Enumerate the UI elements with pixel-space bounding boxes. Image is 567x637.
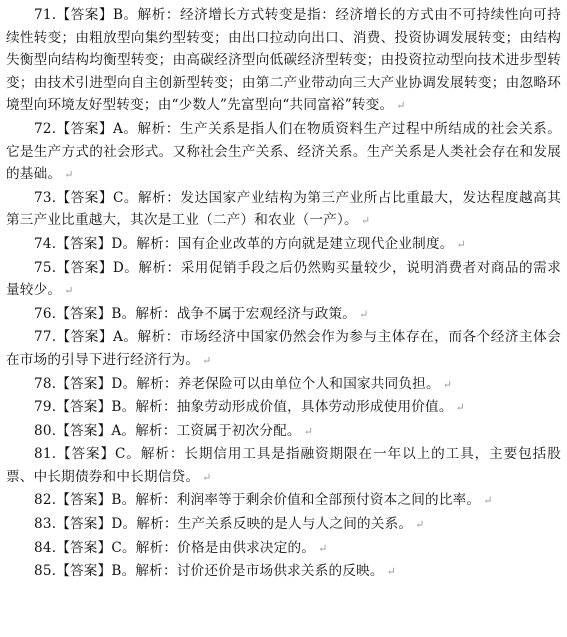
paragraph-mark-icon: ↵ <box>360 214 371 228</box>
paragraph-mark-icon: ↵ <box>318 541 328 555</box>
answer-71: 71.【答案】B。解析：经济增长方式转变是指：经济增长的方式由不可持续性向可持续性转变；由粗放型向集约型转变；由出口拉动向出口、消费、投资协调发展转变；由结构失衡型向结构均衡型转变；由高碳经济型向低碳经济型转变；由投资拉动型向技术进步型转变；由技术引进型向自主创新型转变；由第二产业带动向三大产业协调发展转变；由忽略环境型向环境友好型转变；由“少数人”先富型向“共同富裕”转变。 ↵ <box>6 7 561 114</box>
paragraph-mark-icon: ↵ <box>455 401 466 415</box>
answer-85: 85.【答案】B。解析：讨价还价是市场供求关系的反映。 ↵ <box>34 563 397 580</box>
paragraph-mark-icon: ↵ <box>483 494 493 508</box>
answer-72: 72.【答案】A。解析：生产关系是指人们在物质资料生产过程中所结成的社会关系。它是生产方式的社会形式。又称社会生产关系、经济关系。生产关系是人类社会存在和发展的基础。 ↵ <box>6 120 561 183</box>
answer-73: 73.【答案】C。解析：发达国家产业结构为第三产业所占比重最大，发达程度越高其第三产业比重越大，其次是工业（二产）和农业（一产）。 ↵ <box>6 189 561 229</box>
answer-82: 82.【答案】B。解析：利润率等于剩余价值和全部预付资本之间的比率。 ↵ <box>34 492 493 509</box>
answer-74: 74.【答案】D。解析：国有企业改革的方向就是建立现代企业制度。 ↵ <box>34 235 466 252</box>
paragraph-mark-icon: ↵ <box>396 99 406 113</box>
answer-79: 79.【答案】B。解析：抽象劳动形成价值，具体劳动形成使用价值。 ↵ <box>34 399 466 416</box>
paragraph-mark-icon: ↵ <box>64 284 74 298</box>
answer-77: 77.【答案】A。解析：市场经济中国家仍然会作为参与主体存在，而各个经济主体会在市场的引导下进行经济行为。 ↵ <box>6 329 561 368</box>
answer-84: 84.【答案】C。解析：价格是由供求决定的。 ↵ <box>34 539 328 556</box>
paragraph-mark-icon: ↵ <box>442 377 453 391</box>
answer-78: 78.【答案】D。解析：养老保险可以由单位个人和国家共同负担。 ↵ <box>34 375 453 392</box>
answer-75: 75.【答案】D。解析：采用促销手段之后仍然购买量较少，说明消费者对商品的需求量较少。 ↵ <box>6 259 561 299</box>
paragraph-mark-icon: ↵ <box>415 518 425 532</box>
paragraph-mark-icon: ↵ <box>202 470 212 484</box>
paragraph-mark-icon: ↵ <box>64 168 74 182</box>
paragraph-mark-icon: ↵ <box>303 424 314 438</box>
paragraph-mark-icon: ↵ <box>456 237 466 251</box>
paragraph-mark-icon: ↵ <box>202 353 212 367</box>
paragraph-mark-icon: ↵ <box>386 565 397 579</box>
answer-76: 76.【答案】B。解析：战争不属于宏观经济与政策。 ↵ <box>34 305 369 322</box>
answer-83: 83.【答案】D。解析：生产关系反映的是人与人之间的关系。 ↵ <box>34 516 425 533</box>
answer-81: 81.【答案】C。解析：长期信用工具是指融资期限在一年以上的工具，主要包括股票、中长期债券和中长期信贷。 ↵ <box>6 446 561 485</box>
paragraph-mark-icon: ↵ <box>359 307 369 321</box>
answer-80: 80.【答案】A。解析：工资属于初次分配。 ↵ <box>34 422 314 439</box>
